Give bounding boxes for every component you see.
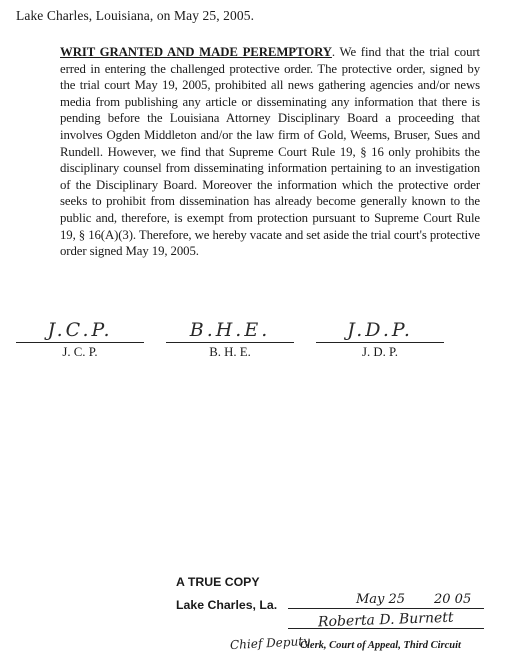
- certification-date-line: [288, 592, 484, 609]
- signer-name: J. C. P.: [62, 345, 98, 359]
- certification-date-year: 20 05: [434, 592, 472, 607]
- signer-name: J. D. P.: [362, 345, 398, 359]
- clerk-signature: Roberta D. Burnett: [317, 609, 454, 631]
- ruling-lead: WRIT GRANTED AND MADE PEREMPTORY: [60, 45, 332, 59]
- signer-name: B. H. E.: [209, 345, 251, 359]
- signature-block-2: [166, 318, 294, 360]
- certification-date-month-day: May 25: [356, 592, 406, 607]
- deputy-title-handwritten: Chief Deputy: [229, 633, 311, 653]
- ruling-paragraph: [60, 44, 480, 260]
- clerk-label: Clerk, Court of Appeal, Third Circuit: [300, 640, 461, 651]
- ruling-text: . We find that the trial court erred in entering the challenged protective order. The protective order, signed by the trial court May 19, 2005, prohibited all news gathering agencies and/or news media from publishing any article or disseminating any information that there is pending before the Louisiana Attorney Disciplinary Board a proceeding that involves Ogden Middleton and/or the law firm of Gold, Weems, Bruser, Sues and Rundell. However, we find that Supreme Court Rule 19, § 16 only prohibits the disciplinary counsel from disseminating information pertaining to an investigation of the Disciplinary Board. Moreover the information which the protective order seeks to prohibit from dissemination has already become generally known to the public and, therefore, is exempt from protection pursuant to Supreme Court Rule 19, § 16(A)(3). Therefore, we hereby vacate and set aside the trial court's protective order signed May 19, 2005.: [60, 45, 481, 259]
- handwritten-initials: B.H.E.: [166, 318, 294, 343]
- place-date-heading: Lake Charles, Louisiana, on May 25, 2005.: [16, 8, 255, 23]
- handwritten-initials: J.C.P.: [16, 318, 144, 343]
- true-copy-title: A TRUE COPY: [176, 575, 260, 589]
- handwritten-initials: J.D.P.: [316, 318, 444, 343]
- signature-block-3: [316, 318, 444, 360]
- signature-block-1: [16, 318, 144, 360]
- signature-line: [288, 628, 484, 629]
- certification-place: Lake Charles, La.: [176, 598, 278, 612]
